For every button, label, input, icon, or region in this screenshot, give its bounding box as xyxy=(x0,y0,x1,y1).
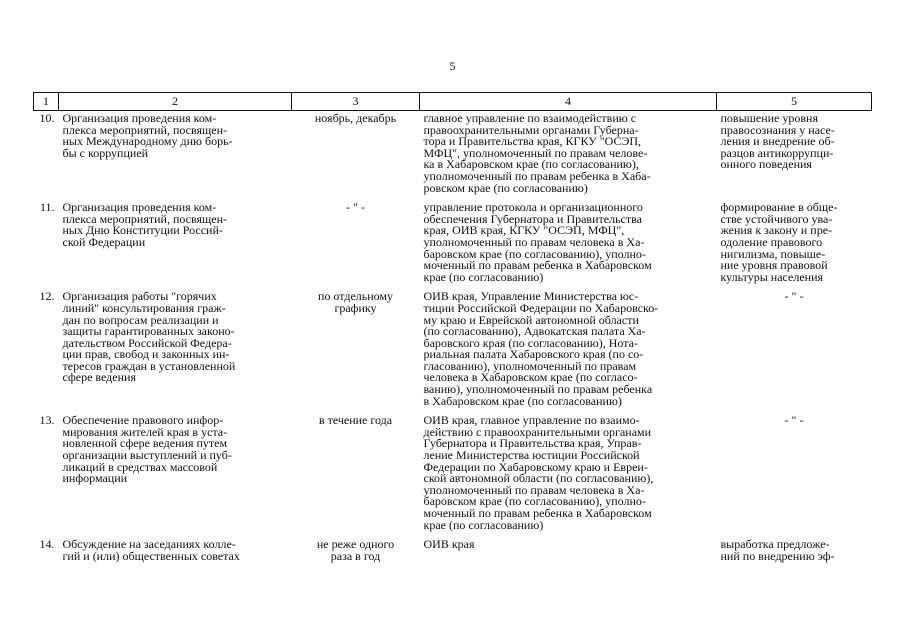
header-col-4: 4 xyxy=(420,93,717,111)
timing-cell: по отдельному графику xyxy=(317,289,394,315)
page-number: 5 xyxy=(449,59,456,73)
event-cell: Организация проведения ком- плекса мероприятий, посвящен- ных Международному дню борь- бы с коррупцией xyxy=(62,111,233,160)
responsible-cell: ОИВ края xyxy=(423,537,475,552)
responsible-cell: главное управление по взаимодействию с правоохранительными органами Губерна- тора и Правительства края, КГКУ "ОСЭП, МФЦ", уполномоченный по правам челове- ка в Хабаровском крае (по согласованию), уполномоченный по правам ребенка в Хаба- ровском крае (по согласованию) xyxy=(423,111,651,195)
plan-table xyxy=(33,92,872,568)
result-cell: формирование в обще- стве устойчивого ува- жения к закону и пре- одоление правового нигилизма, повыше- ние уровня правовой культуры населения xyxy=(720,200,838,284)
table-row xyxy=(34,200,872,289)
timing-cell: ноябрь, декабрь xyxy=(314,111,397,125)
table-row xyxy=(34,289,872,413)
responsible-cell: управление протокола и организационного обеспечения Губернатора и Правительства края, ОИВ края, КГКУ "ОСЭП, МФЦ", уполномоченный по правам человека в Ха- баровском крае (по согласованию), уполно- моченный по правам ребенка в Хабаровском крае (по согласованию) xyxy=(423,200,652,284)
result-cell: повышение уровня правосознания у насе- ления и внедрение об- разцов антикоррупци- онного поведения xyxy=(720,111,835,172)
responsible-cell: ОИВ края, Управление Министерства юс- тиции Российской Федерации по Хабаровско- му краю и Еврейской автономной области (по согласованию), Адвокатская палата Ха- баровского края (по согласованию), Нота- риальная палата Хабаровского края (по со- гласованию), уполномоченный по правам человека в Хабаровском крае (по согласо- ванию), уполномоченный по правам ребенка в Хабаровском крае (по согласованию) xyxy=(423,289,659,408)
table-row xyxy=(34,537,872,568)
row-number: 11. xyxy=(39,200,55,215)
result-cell: выработка предложе- ний по внедрению эф- xyxy=(720,537,835,563)
result-cell: - " - xyxy=(784,289,804,304)
row-number: 13. xyxy=(39,413,55,428)
row-number: 12. xyxy=(39,289,55,304)
header-row xyxy=(34,93,872,111)
header-col-1: 1 xyxy=(34,93,59,111)
event-cell: Обсуждение на заседаниях колле- гий и (или) общественных советах xyxy=(62,537,240,563)
row-number: 10. xyxy=(39,111,55,125)
header-col-5: 5 xyxy=(717,93,872,111)
table-row xyxy=(34,111,872,201)
header-col-2: 2 xyxy=(59,93,292,111)
event-cell: Организация проведения ком- плекса мероприятий, посвящен- ных Дню Конституции Россий- ской Федерации xyxy=(62,200,227,249)
row-number: 14. xyxy=(39,537,55,552)
timing-cell: в течение года xyxy=(318,413,393,428)
timing-cell: не реже одного раза в год xyxy=(316,537,395,563)
timing-cell: - " - xyxy=(346,200,365,215)
event-cell: Обеспечение правового инфор- мирования жителей края в уста- новленной сфере ведения путем организации выступлений и пуб- ликаций в средствах массовой информации xyxy=(62,413,232,486)
table-row xyxy=(34,413,872,537)
event-cell: Организация работы "горячих линий" консультирования граж- дан по вопросам реализации и защиты гарантированных законо- дательством Российской Федера- ции прав, свобод и законных ин- тересов граждан в установленной сфере ведения xyxy=(62,289,236,385)
result-cell: - " - xyxy=(784,413,804,428)
header-col-3: 3 xyxy=(292,93,420,111)
responsible-cell: ОИВ края, главное управление по взаимо- действию с правоохранительными органами Губернатора и Правительства края, Управ- ление Министерства юстиции Российской Федерации по Хабаровскому краю и Евреи- ской автономной области (по согласованию), уполномоченный по правам человека в Ха- баровском крае (по согласованию), уполно- моченный по правам ребенка в Хабаровском крае (по согласованию) xyxy=(423,413,654,532)
